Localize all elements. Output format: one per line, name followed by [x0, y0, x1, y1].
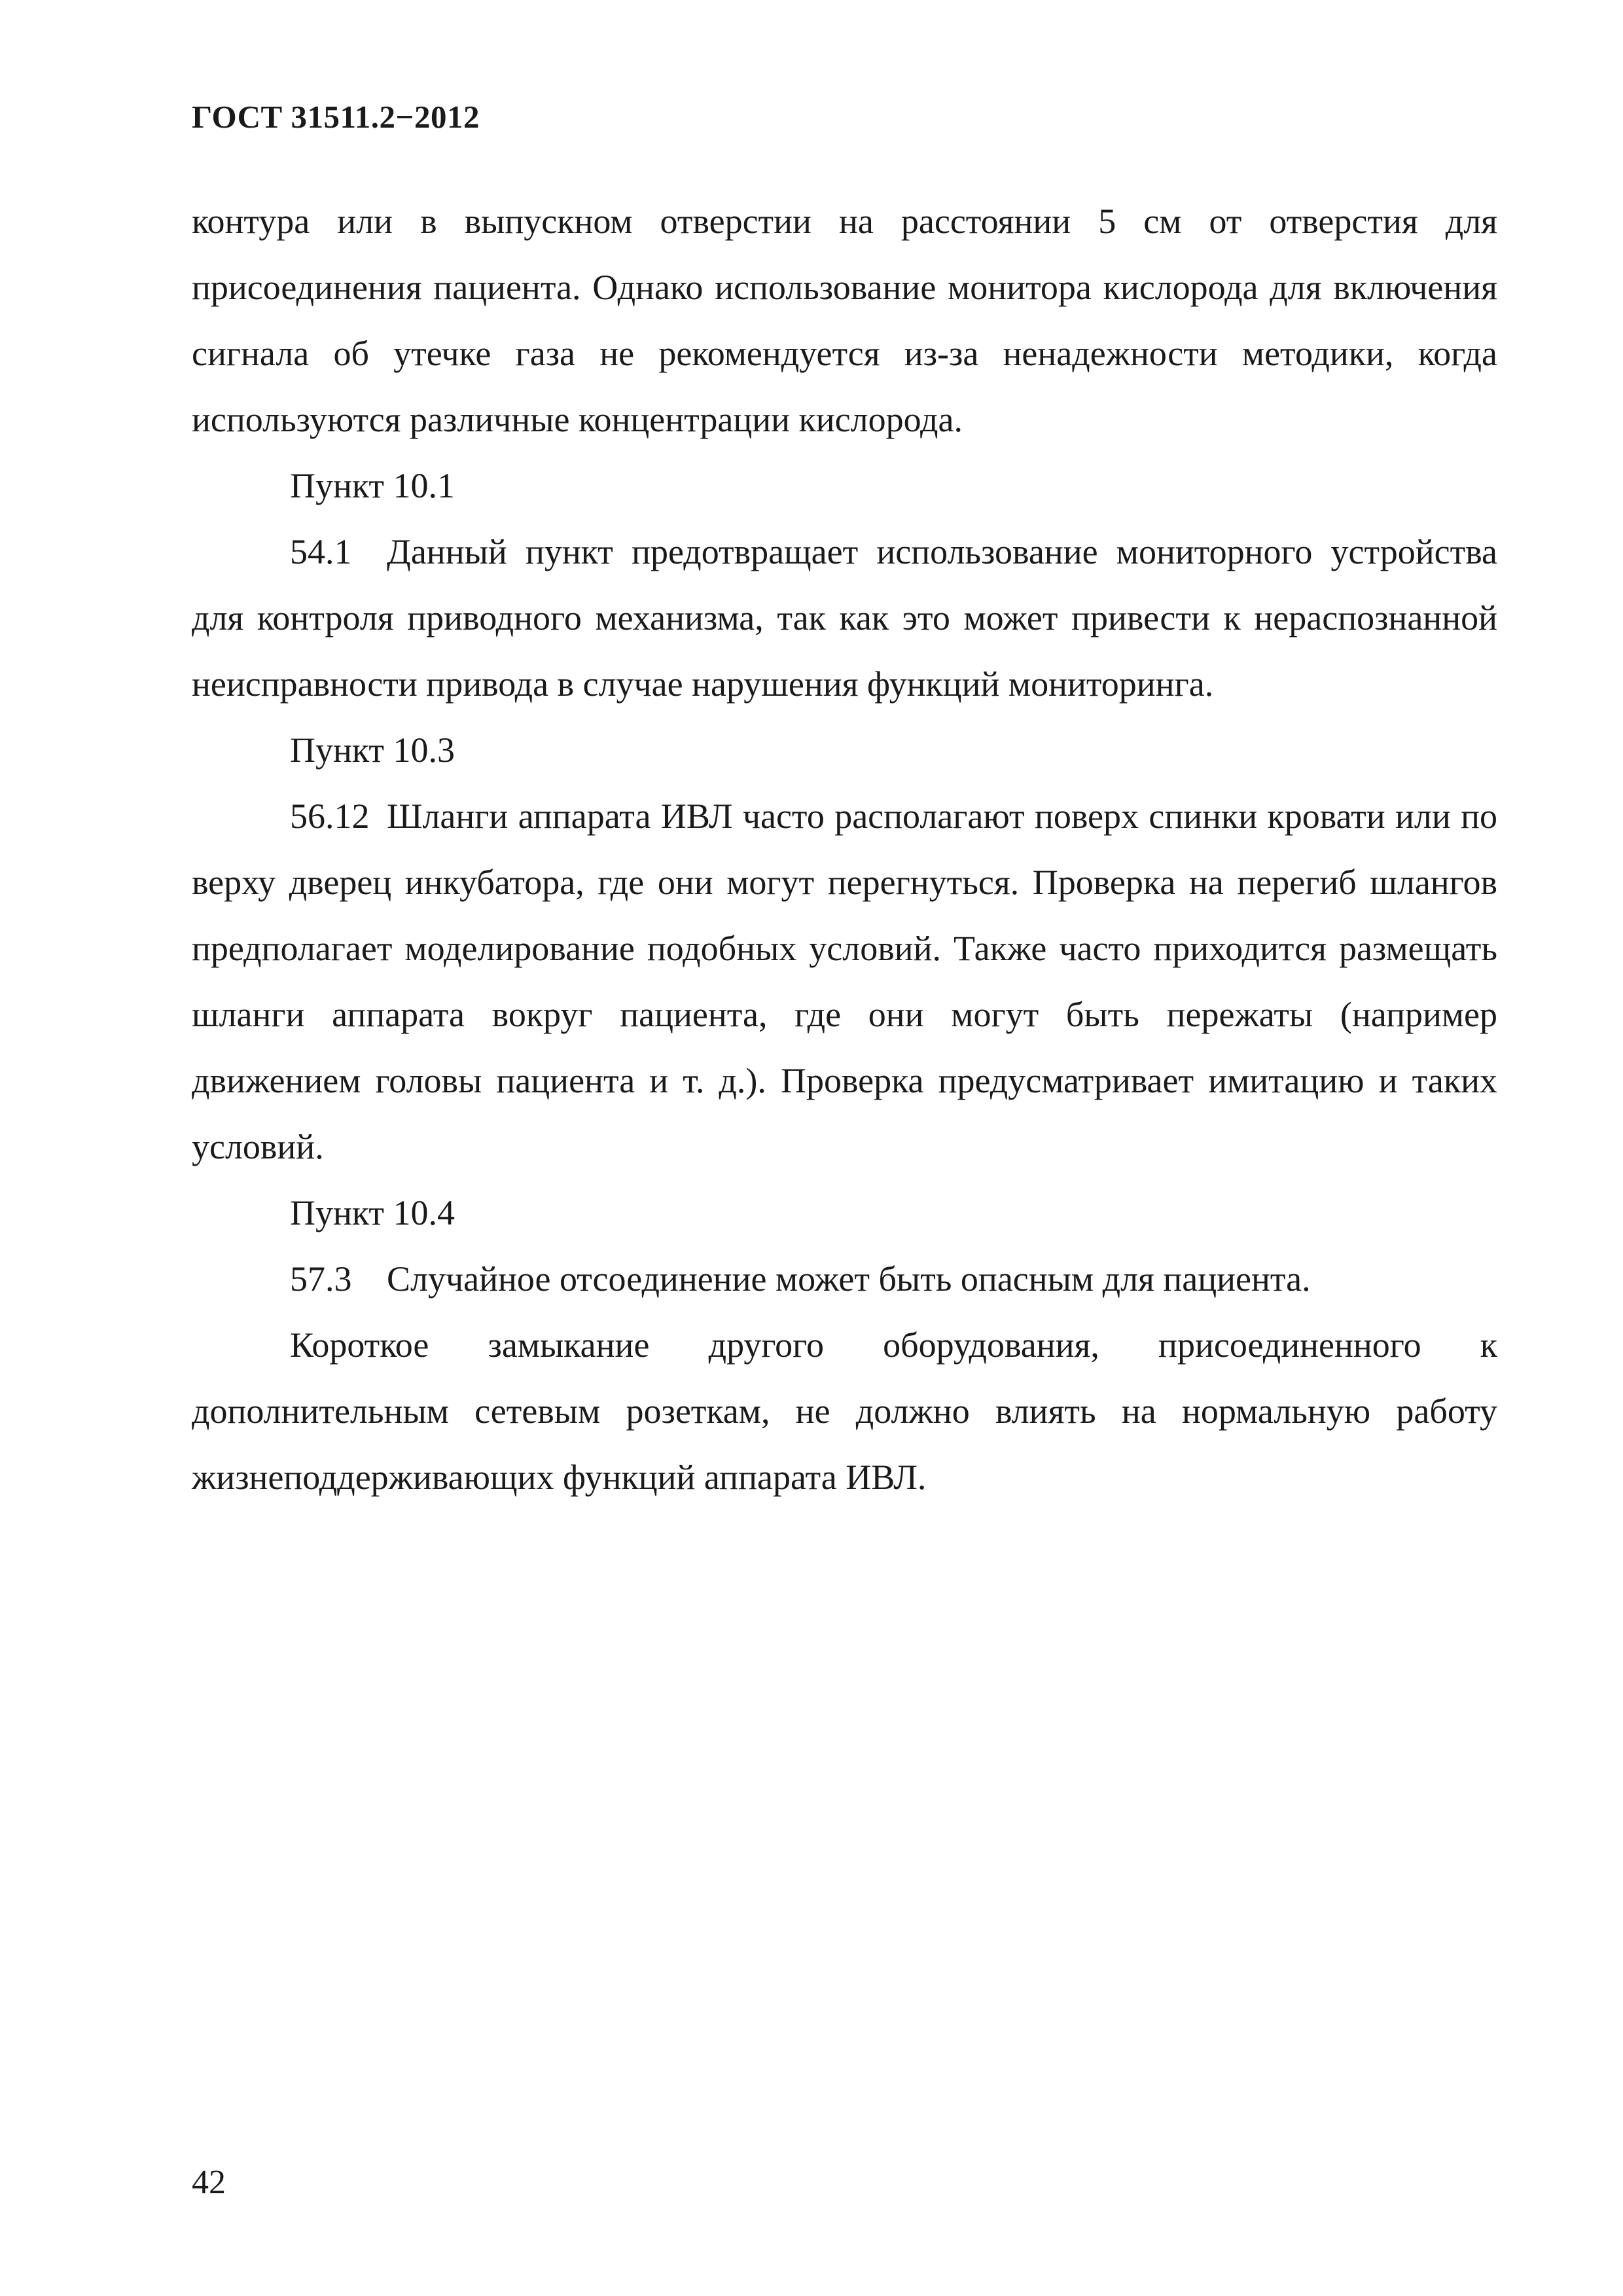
clause-heading-text: Пункт 10.1	[290, 466, 455, 505]
paragraph-text: Данный пункт предотвращает использование мониторного устройства для контроля приводного механизма, так как это может привести к нераспознанной неисправности привода в случае нарушения функций мониторинга.	[192, 532, 1497, 704]
paragraph-text: Случайное отсоединение может быть опасным для пациента.	[387, 1259, 1311, 1299]
body-text	[192, 188, 1497, 1511]
paragraph-56-12	[192, 783, 1497, 1180]
clause-heading-text: Пункт 10.3	[290, 730, 455, 770]
paragraph-text: Шланги аппарата ИВЛ часто располагают поверх спинки кровати или по верху дверец инкубатора, где они могут перегнуться. Проверка на перегиб шлангов предполагает моделирование подобных условий. Также часто приходится размещать шланги аппарата вокруг пациента, где они могут быть пережаты (например движением головы пациента и т. д.). Проверка предусматривает имитацию и таких условий.	[192, 797, 1497, 1166]
clause-heading-10-3	[192, 717, 1497, 783]
paragraph-number: 54.1	[290, 532, 352, 571]
standard-designation: ГОСТ 31511.2−2012	[192, 99, 480, 135]
paragraph-57-3	[192, 1246, 1497, 1312]
paragraph-text: Короткое замыкание другого оборудования, присоединенного к дополнительным сетевым розеткам, не должно влиять на нормальную работу жизнеподдерживающих функций аппарата ИВЛ.	[192, 1325, 1497, 1497]
clause-heading-10-4	[192, 1180, 1497, 1246]
clause-heading-10-1	[192, 453, 1497, 519]
clause-heading-text: Пункт 10.4	[290, 1193, 455, 1232]
paragraph-54-1	[192, 519, 1497, 717]
paragraph-number: 56.12	[290, 797, 370, 836]
paragraph-short-circuit	[192, 1312, 1497, 1511]
page-number: 42	[192, 2164, 226, 2201]
paragraph-text: контура или в выпускном отверстии на расстоянии 5 см от отверстия для присоединения пациента. Однако использование монитора кислорода для включения сигнала об утечке газа не рекомендуется из-за ненадежности методики, когда используются различные концентрации кислорода.	[192, 202, 1497, 439]
paragraph-number: 57.3	[290, 1259, 352, 1299]
paragraph-continuation	[192, 188, 1497, 453]
